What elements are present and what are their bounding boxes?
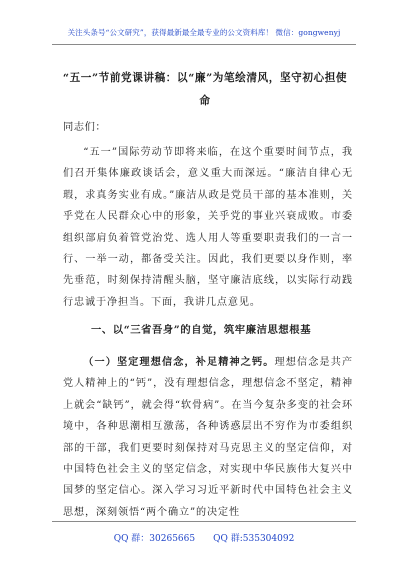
paragraph-body-text: 理想信念是共产党人精神上的“钙”，没有理想信念，理想信念不坚定，精神上就会“缺钙”，就会得“软骨病”。在当今复杂多变的社会环境中，各种思潮相互激荡，各种诱惑层出不穷作为市委组织部的干部，我们更要时刻保持对马克思主义的坚定信仰，对中国特色社会主义的坚定信念，对实现中华民族伟大复兴中国梦的坚定信心。深入学习习近平新时代中国特色社会主义思想，深刻领悟“两个确立”的决定性 bbox=[63, 357, 353, 518]
body-paragraph: “五一”国际劳动节即将来临，在这个重要时间节点，我们召开集体廉政谈话会，意义重大而深远。“廉洁自律心无瑕，求真务实业有成。”廉洁从政是党员干部的基本准则，关乎党在人民群众心中的形象，关乎党的事业兴衰成败。市委组织部肩负着管党治党、选人用人等重要职责我们的一言一行、一举一动，都备受关注。因此，我们更要以身作则，率先垂范，时刻保持清醒头脑，坚守廉洁底线，以实际行动践行忠诚于净担当。下面，我讲几点意见。 bbox=[63, 147, 353, 308]
footer-contact bbox=[0, 531, 408, 544]
header-promo-note: 关注头条号“公文研究”，获得最新最全最专业的公文资料库！ 微信：gongwenyj bbox=[67, 28, 341, 37]
section-heading: 一、以“三省吾身”的自觉，筑牢廉洁思想根基 bbox=[91, 324, 312, 336]
salutation: 同志们： bbox=[63, 121, 107, 133]
footer-qq-group-2: QQ 群:535304092 bbox=[213, 534, 295, 544]
document-title: “五一”节前党课讲稿：以“廉”为笔绘清风，坚守初心担使命 bbox=[62, 72, 348, 107]
footer-qq-group-1: QQ 群：30265665 bbox=[113, 534, 196, 544]
body-paragraph-with-subheading bbox=[63, 352, 353, 523]
sub-heading: （一）坚定理想信念，补足精神之钙。 bbox=[83, 357, 275, 368]
footer-divider bbox=[52, 521, 356, 522]
header-divider bbox=[52, 44, 356, 45]
